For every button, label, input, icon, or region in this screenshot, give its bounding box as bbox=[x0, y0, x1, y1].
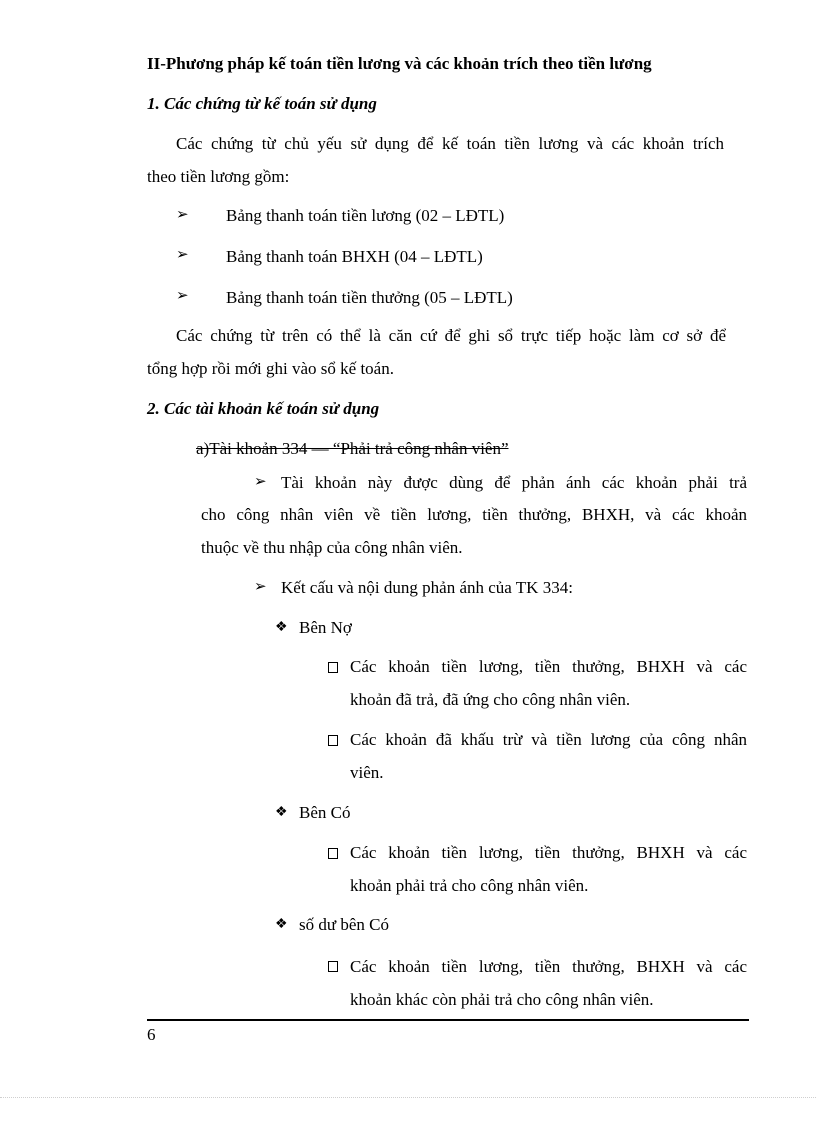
ben-co-title: Bên Có bbox=[299, 803, 351, 822]
ben-co-item1-line1: Các khoản tiền lương, tiền thưởng, BHXH và các bbox=[350, 843, 747, 862]
checkbox-square-icon bbox=[328, 662, 338, 673]
heading-tai-khoan: 2. Các tài khoản kế toán sử dụng bbox=[147, 399, 380, 418]
ben-no-item1-line2: khoản đã trả, đã ứng cho công nhân viên. bbox=[350, 690, 631, 709]
checkbox-square-icon bbox=[328, 848, 338, 859]
structure-label: Kết cấu và nội dung phản ánh của TK 334: bbox=[281, 578, 573, 597]
diamond-bullet-icon: ❖ bbox=[275, 805, 288, 820]
ben-no-item2-line1: Các khoản đã khấu trừ và tiền lương của công nhân bbox=[350, 730, 747, 749]
intro-line-1: Các chứng từ chủ yếu sử dụng để kế toán tiền lương và các khoản trích bbox=[176, 134, 724, 153]
desc-line-1: Tài khoản này được dùng để phản ánh các khoản phải trả bbox=[281, 473, 747, 492]
bullet-item: Bảng thanh toán tiền thưởng (05 – LĐTL) bbox=[226, 288, 513, 307]
so-du-item1-line2: khoản khác còn phải trả cho công nhân viên. bbox=[350, 990, 654, 1009]
checkbox-square-icon bbox=[328, 735, 338, 746]
desc-line-3: thuộc về thu nhập của công nhân viên. bbox=[201, 538, 463, 557]
page-bottom-dotted-line bbox=[0, 1097, 816, 1098]
arrow-bullet-icon: ➢ bbox=[254, 474, 267, 490]
so-du-title: số dư bên Có bbox=[299, 915, 389, 934]
footer-rule bbox=[147, 1019, 749, 1021]
checkbox-square-icon bbox=[328, 961, 338, 972]
arrow-bullet-icon: ➢ bbox=[176, 247, 189, 263]
bullet-item: Bảng thanh toán BHXH (04 – LĐTL) bbox=[226, 247, 483, 266]
page-number: 6 bbox=[147, 1025, 156, 1044]
note-line-1: Các chứng từ trên có thể là căn cứ để ghi sổ trực tiếp hoặc làm cơ sở để bbox=[176, 326, 726, 345]
arrow-bullet-icon: ➢ bbox=[176, 207, 189, 223]
note-line-2: tổng hợp rồi mới ghi vào sổ kế toán. bbox=[147, 359, 394, 378]
arrow-bullet-icon: ➢ bbox=[176, 288, 189, 304]
ben-no-item2-line2: viên. bbox=[350, 763, 384, 782]
account-334-label: a)Tài khoản 334 — “Phải trả công nhân viên” bbox=[196, 439, 509, 458]
diamond-bullet-icon: ❖ bbox=[275, 620, 288, 635]
section-title: II-Phương pháp kế toán tiền lương và các khoản trích theo tiền lương bbox=[147, 54, 652, 73]
ben-co-item1-line2: khoản phải trả cho công nhân viên. bbox=[350, 876, 589, 895]
arrow-bullet-icon: ➢ bbox=[254, 579, 267, 595]
heading-chung-tu: 1. Các chứng từ kế toán sử dụng bbox=[147, 94, 377, 113]
bullet-item: Bảng thanh toán tiền lương (02 – LĐTL) bbox=[226, 206, 505, 225]
diamond-bullet-icon: ❖ bbox=[275, 917, 288, 932]
so-du-item1-line1: Các khoản tiền lương, tiền thưởng, BHXH và các bbox=[350, 957, 747, 976]
ben-no-item1-line1: Các khoản tiền lương, tiền thưởng, BHXH và các bbox=[350, 657, 747, 676]
ben-no-title: Bên Nợ bbox=[299, 618, 352, 637]
intro-line-2: theo tiền lương gồm: bbox=[147, 167, 290, 186]
desc-line-2: cho công nhân viên về tiền lương, tiền thưởng, BHXH, và các khoản bbox=[201, 505, 747, 524]
